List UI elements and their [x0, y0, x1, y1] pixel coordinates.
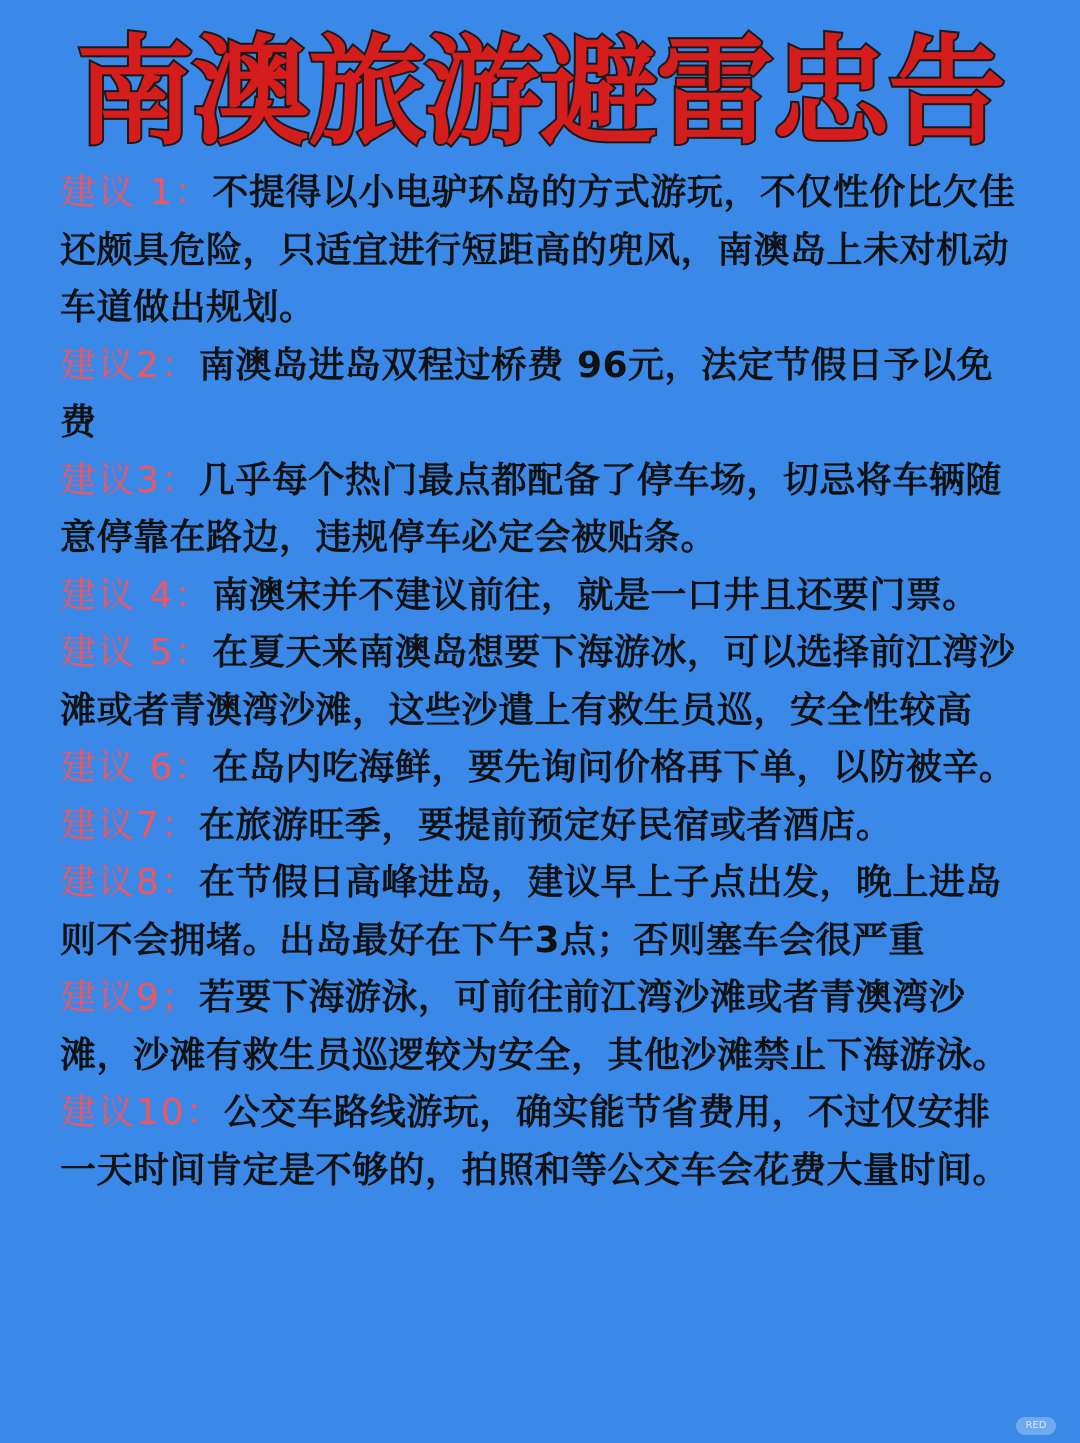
- tip-item: [60, 739, 1025, 797]
- tip-label: 建议10：: [60, 1092, 224, 1133]
- tip-text: 在岛内吃海鲜，要先询问价格再下单，以防被辛。: [212, 747, 1016, 788]
- tip-label: 建议 4：: [60, 574, 213, 616]
- tip-text: 在旅游旺季，要提前预定好民宿或者酒店。: [198, 804, 893, 846]
- tip-item: [60, 567, 1025, 625]
- tip-label: 建议7：: [60, 804, 199, 846]
- tip-text: 公交车路线游玩，确实能节省费用，不过仅安排一天时间肯定是不够的，拍照和等公交车会花费大量时间。: [60, 1092, 1010, 1191]
- tip-text: 南澳岛进岛双程过桥费 96元，法定节假日予以免费: [60, 344, 994, 443]
- tips-list: [60, 164, 1025, 1199]
- tip-label: 建议 5：: [60, 632, 213, 673]
- tip-item: [60, 797, 1025, 855]
- tip-item: [60, 337, 1025, 452]
- tip-item: [60, 1084, 1025, 1199]
- tip-text: 南澳宋并不建议前往，就是一口井且还要门票。: [212, 574, 979, 616]
- tip-label: 建议9；: [60, 977, 199, 1018]
- tip-text: 在节假日高峰进岛，建议早上子点出发，晚上进岛则不会拥堵。出岛最好在下午3点；否则塞车会很严重: [60, 862, 1002, 961]
- tip-text: 几乎每个热门最点都配备了停车场，切忌将车辆随意停靠在路边，违规停车必定会被贴条。: [60, 459, 1002, 558]
- tip-label: 建议8：: [60, 862, 199, 903]
- tip-label: 建议 6：: [60, 747, 213, 788]
- tip-item: [60, 854, 1025, 969]
- tip-text: 在夏天来南澳岛想要下海游冰，可以选择前江湾沙滩或者青澳湾沙滩，这些沙遣上有救生员巡，安全性较高: [60, 632, 1016, 731]
- tip-label: 建议3：: [60, 459, 199, 501]
- tip-label: 建议2：: [60, 344, 199, 386]
- watermark-logo: RED: [1016, 1417, 1056, 1435]
- tip-text: 若要下海游泳，可前往前江湾沙滩或者青澳湾沙滩，沙滩有救生员巡逻较为安全，其他沙滩禁止下海游泳。: [60, 977, 1010, 1076]
- tip-label: 建议 1：: [60, 172, 213, 213]
- tip-item: [60, 452, 1025, 567]
- page-title: 南澳旅游避雷忠告: [75, 23, 1004, 161]
- tip-item: [60, 624, 1025, 739]
- tip-item: [60, 969, 1025, 1084]
- tip-item: [60, 164, 1025, 337]
- tip-text: 不提得以小电驴环岛的方式游玩，不仅性价比欠佳还颇具危险，只适宜进行短距高的兜风，南澳岛上未对机动车道做出规划。: [60, 172, 1016, 328]
